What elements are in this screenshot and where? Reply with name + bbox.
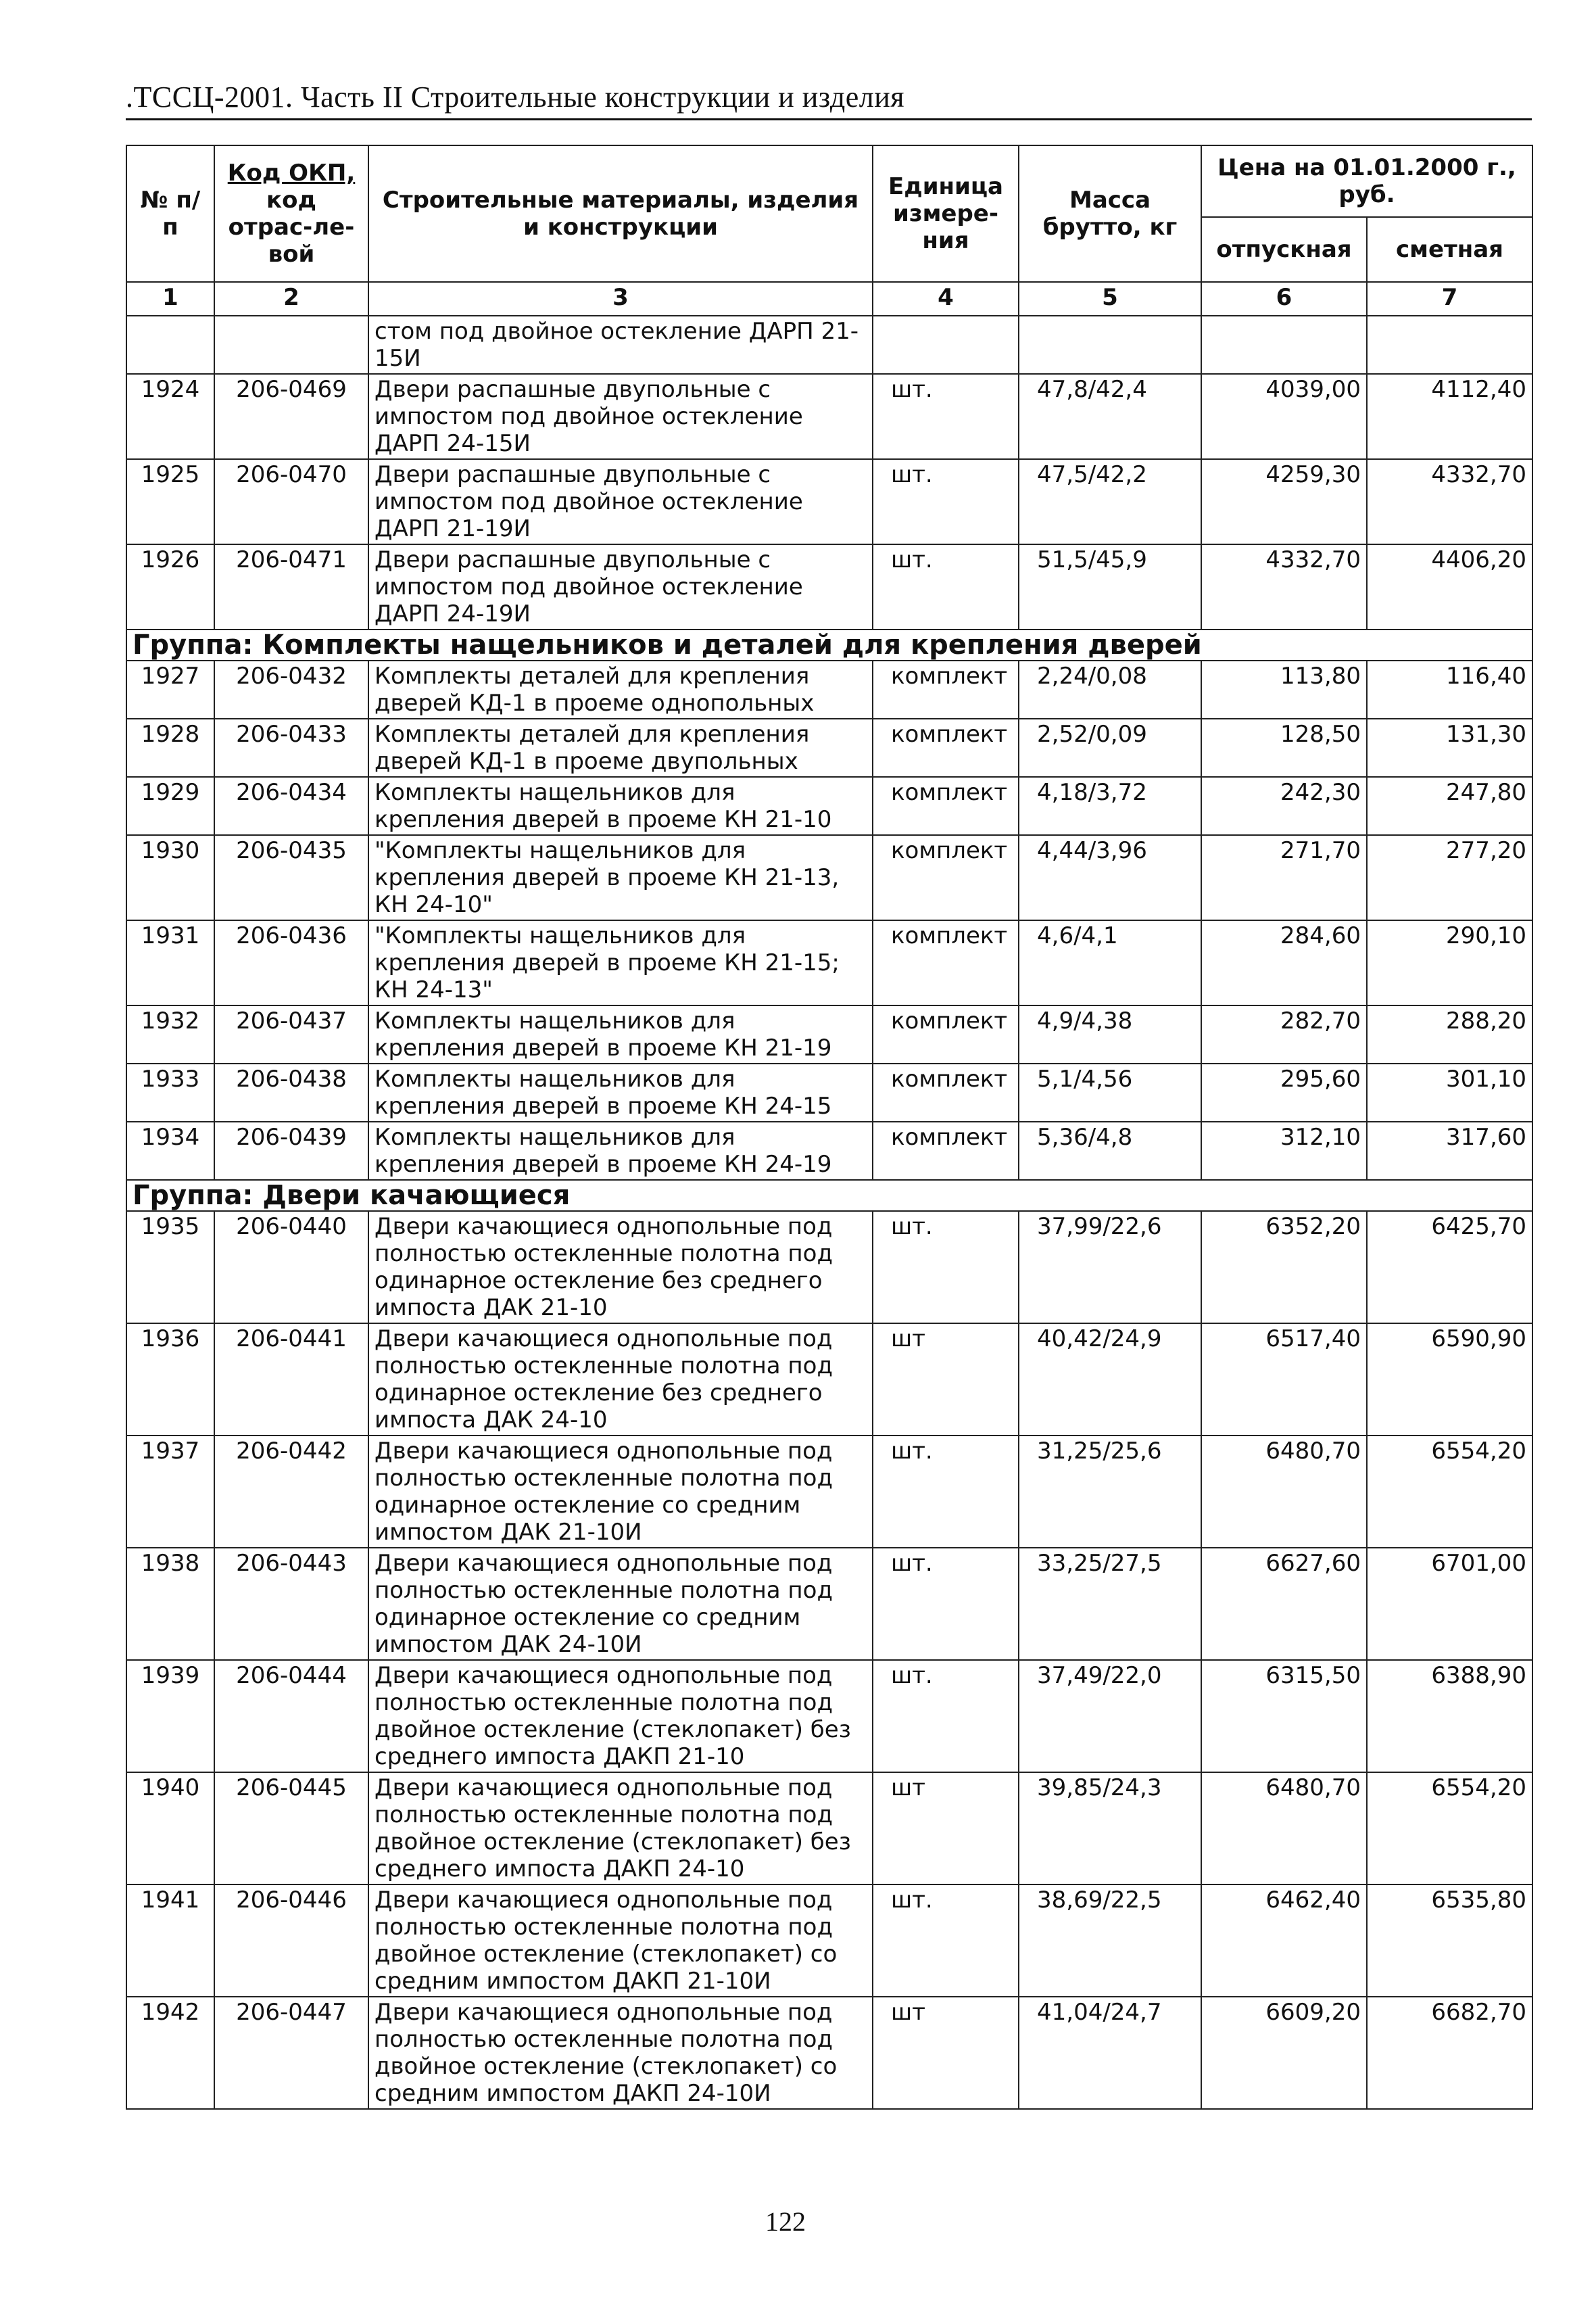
- block-trim-kits: [126, 661, 1532, 1180]
- price-estimate: 6554,20: [1367, 1772, 1532, 1884]
- price-release: 4332,70: [1201, 544, 1367, 630]
- item-name: Комплекты нащельников для крепления дверей в проеме КН 24-15: [368, 1064, 873, 1122]
- gross-mass: 2,52/0,09: [1019, 719, 1201, 777]
- gross-mass: 47,5/42,2: [1019, 459, 1201, 544]
- item-name: Двери распашные двупольные с импостом под двойное остекление ДАРП 24-19И: [368, 544, 873, 630]
- item-name: Комплекты деталей для крепления дверей КД-1 в проеме однопольных: [368, 661, 873, 719]
- row-number: 1938: [126, 1548, 214, 1660]
- gross-mass: 39,85/24,3: [1019, 1772, 1201, 1884]
- table-row: [126, 1211, 1532, 1323]
- unit: шт.: [873, 374, 1019, 459]
- price-release: 113,80: [1201, 661, 1367, 719]
- unit: шт: [873, 1997, 1019, 2109]
- row-number: 1936: [126, 1323, 214, 1436]
- item-name: Двери качающиеся однопольные под полностью остекленные полотна под одинарное остекление без среднего импоста ДАК 21-10: [368, 1211, 873, 1323]
- gross-mass: 33,25/27,5: [1019, 1548, 1201, 1660]
- item-name: Двери качающиеся однопольные под полностью остекленные полотна под двойное остекление (стеклопакет) со средним импостом ДАКП 21-10И: [368, 1884, 873, 1997]
- price-estimate: 6682,70: [1367, 1997, 1532, 2109]
- okp-code: 206-0446: [214, 1884, 368, 1997]
- price-release: 312,10: [1201, 1122, 1367, 1180]
- row-number: 1934: [126, 1122, 214, 1180]
- table-row: [126, 777, 1532, 835]
- column-number: 4: [873, 282, 1019, 316]
- okp-code: 206-0470: [214, 459, 368, 544]
- item-name: Двери качающиеся однопольные под полностью остекленные полотна под одинарное остекление со средним импостом ДАК 21-10И: [368, 1436, 873, 1548]
- column-number: 5: [1019, 282, 1201, 316]
- gross-mass: 4,18/3,72: [1019, 777, 1201, 835]
- unit: комплект: [873, 661, 1019, 719]
- header-price: Цена на 01.01.2000 г., руб.: [1201, 145, 1532, 217]
- okp-code: 206-0432: [214, 661, 368, 719]
- price-release: 6480,70: [1201, 1772, 1367, 1884]
- item-name: "Комплекты нащельников для крепления дверей в проеме КН 21-15; КН 24-13": [368, 920, 873, 1005]
- column-number: 7: [1367, 282, 1532, 316]
- okp-code: 206-0438: [214, 1064, 368, 1122]
- okp-code: 206-0469: [214, 374, 368, 459]
- gross-mass: 41,04/24,7: [1019, 1997, 1201, 2109]
- group-title: Группа: Двери качающиеся: [126, 1180, 1532, 1211]
- row-number: 1933: [126, 1064, 214, 1122]
- row-number: 1939: [126, 1660, 214, 1772]
- column-number: 6: [1201, 282, 1367, 316]
- row-number: 1931: [126, 920, 214, 1005]
- price-estimate: 6425,70: [1367, 1211, 1532, 1323]
- item-name: Двери качающиеся однопольные под полностью остекленные полотна под двойное остекление (стеклопакет) без среднего импоста ДАКП 24-10: [368, 1772, 873, 1884]
- row-number: 1941: [126, 1884, 214, 1997]
- running-head: .ТССЦ-2001. Часть II Строительные конструкции и изделия: [126, 80, 905, 114]
- item-name: Двери качающиеся однопольные под полностью остекленные полотна под одинарное остекление со средним импостом ДАК 24-10И: [368, 1548, 873, 1660]
- okp-code: 206-0440: [214, 1211, 368, 1323]
- okp-code: 206-0435: [214, 835, 368, 920]
- gross-mass: 31,25/25,6: [1019, 1436, 1201, 1548]
- table-row: [126, 374, 1532, 459]
- price-release: 128,50: [1201, 719, 1367, 777]
- table-row: [126, 1005, 1532, 1064]
- item-name: Двери качающиеся однопольные под полностью остекленные полотна под двойное остекление (стеклопакет) без среднего импоста ДАКП 21-10: [368, 1660, 873, 1772]
- gross-mass: 4,9/4,38: [1019, 1005, 1201, 1064]
- okp-code: 206-0439: [214, 1122, 368, 1180]
- gross-mass: 4,44/3,96: [1019, 835, 1201, 920]
- header-rule: [126, 118, 1532, 120]
- unit: комплект: [873, 1122, 1019, 1180]
- price-estimate: 317,60: [1367, 1122, 1532, 1180]
- unit: шт.: [873, 544, 1019, 630]
- okp-code: 206-0442: [214, 1436, 368, 1548]
- price-estimate: 290,10: [1367, 920, 1532, 1005]
- price-release: 271,70: [1201, 835, 1367, 920]
- price-estimate: 4406,20: [1367, 544, 1532, 630]
- table-row: [126, 1548, 1532, 1660]
- unit: шт.: [873, 1660, 1019, 1772]
- table-row: [126, 1884, 1532, 1997]
- okp-code: 206-0443: [214, 1548, 368, 1660]
- price-release: 295,60: [1201, 1064, 1367, 1122]
- item-name: Комплекты деталей для крепления дверей КД-1 в проеме двупольных: [368, 719, 873, 777]
- gross-mass: 2,24/0,08: [1019, 661, 1201, 719]
- header-mass: Масса брутто, кг: [1019, 145, 1201, 282]
- price-estimate: 6388,90: [1367, 1660, 1532, 1772]
- gross-mass: 4,6/4,1: [1019, 920, 1201, 1005]
- price-release: 4039,00: [1201, 374, 1367, 459]
- price-release: 6352,20: [1201, 1211, 1367, 1323]
- price-release: 4259,30: [1201, 459, 1367, 544]
- unit: комплект: [873, 920, 1019, 1005]
- row-number: 1935: [126, 1211, 214, 1323]
- price-release: 6517,40: [1201, 1323, 1367, 1436]
- gross-mass: 51,5/45,9: [1019, 544, 1201, 630]
- header-code-okp: Код ОКП,: [227, 160, 356, 187]
- unit: шт: [873, 1323, 1019, 1436]
- okp-code: 206-0441: [214, 1323, 368, 1436]
- table-row: [126, 1323, 1532, 1436]
- unit: шт.: [873, 1548, 1019, 1660]
- table-row: [126, 1772, 1532, 1884]
- item-name: Двери распашные двупольные с импостом под двойное остекление ДАРП 24-15И: [368, 374, 873, 459]
- price-estimate: 4332,70: [1367, 459, 1532, 544]
- price-estimate: 116,40: [1367, 661, 1532, 719]
- table-row: [126, 459, 1532, 544]
- column-number: 1: [126, 282, 214, 316]
- table-row: [126, 1660, 1532, 1772]
- price-estimate: 301,10: [1367, 1064, 1532, 1122]
- gross-mass: 5,1/4,56: [1019, 1064, 1201, 1122]
- unit: шт.: [873, 459, 1019, 544]
- unit: комплект: [873, 1064, 1019, 1122]
- item-name: Комплекты нащельников для крепления дверей в проеме КН 24-19: [368, 1122, 873, 1180]
- price-release: 282,70: [1201, 1005, 1367, 1064]
- price-estimate: 6590,90: [1367, 1323, 1532, 1436]
- item-name: Двери распашные двупольные с импостом под двойное остекление ДАРП 21-19И: [368, 459, 873, 544]
- price-release: 6462,40: [1201, 1884, 1367, 1997]
- table-row: [126, 1436, 1532, 1548]
- group-row: [126, 630, 1532, 661]
- row-number: 1926: [126, 544, 214, 630]
- row-number: 1927: [126, 661, 214, 719]
- row-number: 1929: [126, 777, 214, 835]
- item-name: Двери качающиеся однопольные под полностью остекленные полотна под двойное остекление (стеклопакет) со средним импостом ДАКП 24-10И: [368, 1997, 873, 2109]
- price-table: [126, 145, 1533, 2110]
- row-number: 1937: [126, 1436, 214, 1548]
- price-release: 6315,50: [1201, 1660, 1367, 1772]
- gross-mass: 37,99/22,6: [1019, 1211, 1201, 1323]
- group-title: Группа: Комплекты нащельников и деталей для крепления дверей: [126, 630, 1532, 661]
- price-release: 6609,20: [1201, 1997, 1367, 2109]
- item-name: Двери качающиеся однопольные под полностью остекленные полотна под одинарное остекление без среднего импоста ДАК 24-10: [368, 1323, 873, 1436]
- row-number: 1924: [126, 374, 214, 459]
- item-name: Комплекты нащельников для крепления дверей в проеме КН 21-10: [368, 777, 873, 835]
- row-number: 1925: [126, 459, 214, 544]
- gross-mass: 37,49/22,0: [1019, 1660, 1201, 1772]
- header-no: № п/п: [126, 145, 214, 282]
- column-numbers-row: [126, 282, 1532, 316]
- block-swing-doors: [126, 374, 1532, 630]
- okp-code: 206-0471: [214, 544, 368, 630]
- table-row: [126, 544, 1532, 630]
- row-number: 1928: [126, 719, 214, 777]
- unit: комплект: [873, 835, 1019, 920]
- price-estimate: 6535,80: [1367, 1884, 1532, 1997]
- gross-mass: 47,8/42,4: [1019, 374, 1201, 459]
- price-estimate: 247,80: [1367, 777, 1532, 835]
- continuation-text: стом под двойное остекление ДАРП 21-15И: [368, 316, 873, 374]
- okp-code: 206-0433: [214, 719, 368, 777]
- unit: шт.: [873, 1211, 1019, 1323]
- column-number: 3: [368, 282, 873, 316]
- header-code-branch: код отрас-ле-вой: [228, 187, 355, 268]
- price-estimate: 6701,00: [1367, 1548, 1532, 1660]
- unit: комплект: [873, 777, 1019, 835]
- price-estimate: 277,20: [1367, 835, 1532, 920]
- okp-code: 206-0447: [214, 1997, 368, 2109]
- table-row: [126, 1122, 1532, 1180]
- unit: шт.: [873, 1884, 1019, 1997]
- price-estimate: 288,20: [1367, 1005, 1532, 1064]
- block-swinging-doors: [126, 1211, 1532, 2109]
- okp-code: 206-0444: [214, 1660, 368, 1772]
- row-number: 1942: [126, 1997, 214, 2109]
- row-number: 1932: [126, 1005, 214, 1064]
- price-estimate: 4112,40: [1367, 374, 1532, 459]
- unit: шт: [873, 1772, 1019, 1884]
- price-estimate: 131,30: [1367, 719, 1532, 777]
- header-row-1: [126, 145, 1532, 217]
- gross-mass: 5,36/4,8: [1019, 1122, 1201, 1180]
- gross-mass: 40,42/24,9: [1019, 1323, 1201, 1436]
- row-number: 1940: [126, 1772, 214, 1884]
- price-release: 242,30: [1201, 777, 1367, 835]
- group-row: [126, 1180, 1532, 1211]
- row-number: 1930: [126, 835, 214, 920]
- price-release: 6627,60: [1201, 1548, 1367, 1660]
- price-release: 284,60: [1201, 920, 1367, 1005]
- column-number: 2: [214, 282, 368, 316]
- continuation-row: [126, 316, 1532, 374]
- table-row: [126, 1997, 1532, 2109]
- item-name: "Комплекты нащельников для крепления дверей в проеме КН 21-13, КН 24-10": [368, 835, 873, 920]
- table-row: [126, 719, 1532, 777]
- table-row: [126, 920, 1532, 1005]
- table-row: [126, 1064, 1532, 1122]
- unit: комплект: [873, 719, 1019, 777]
- header-unit: Единица измере-ния: [873, 145, 1019, 282]
- unit: комплект: [873, 1005, 1019, 1064]
- okp-code: 206-0434: [214, 777, 368, 835]
- price-release: 6480,70: [1201, 1436, 1367, 1548]
- gross-mass: 38,69/22,5: [1019, 1884, 1201, 1997]
- table-row: [126, 835, 1532, 920]
- okp-code: 206-0437: [214, 1005, 368, 1064]
- price-estimate: 6554,20: [1367, 1436, 1532, 1548]
- unit: шт.: [873, 1436, 1019, 1548]
- item-name: Комплекты нащельников для крепления дверей в проеме КН 21-19: [368, 1005, 873, 1064]
- header-code: [214, 145, 368, 282]
- header-price-estimate: сметная: [1367, 217, 1532, 282]
- okp-code: 206-0436: [214, 920, 368, 1005]
- okp-code: 206-0445: [214, 1772, 368, 1884]
- page-number: 122: [765, 2206, 806, 2237]
- table-row: [126, 661, 1532, 719]
- header-name: Строительные материалы, изделия и конструкции: [368, 145, 873, 282]
- header-price-release: отпускная: [1201, 217, 1367, 282]
